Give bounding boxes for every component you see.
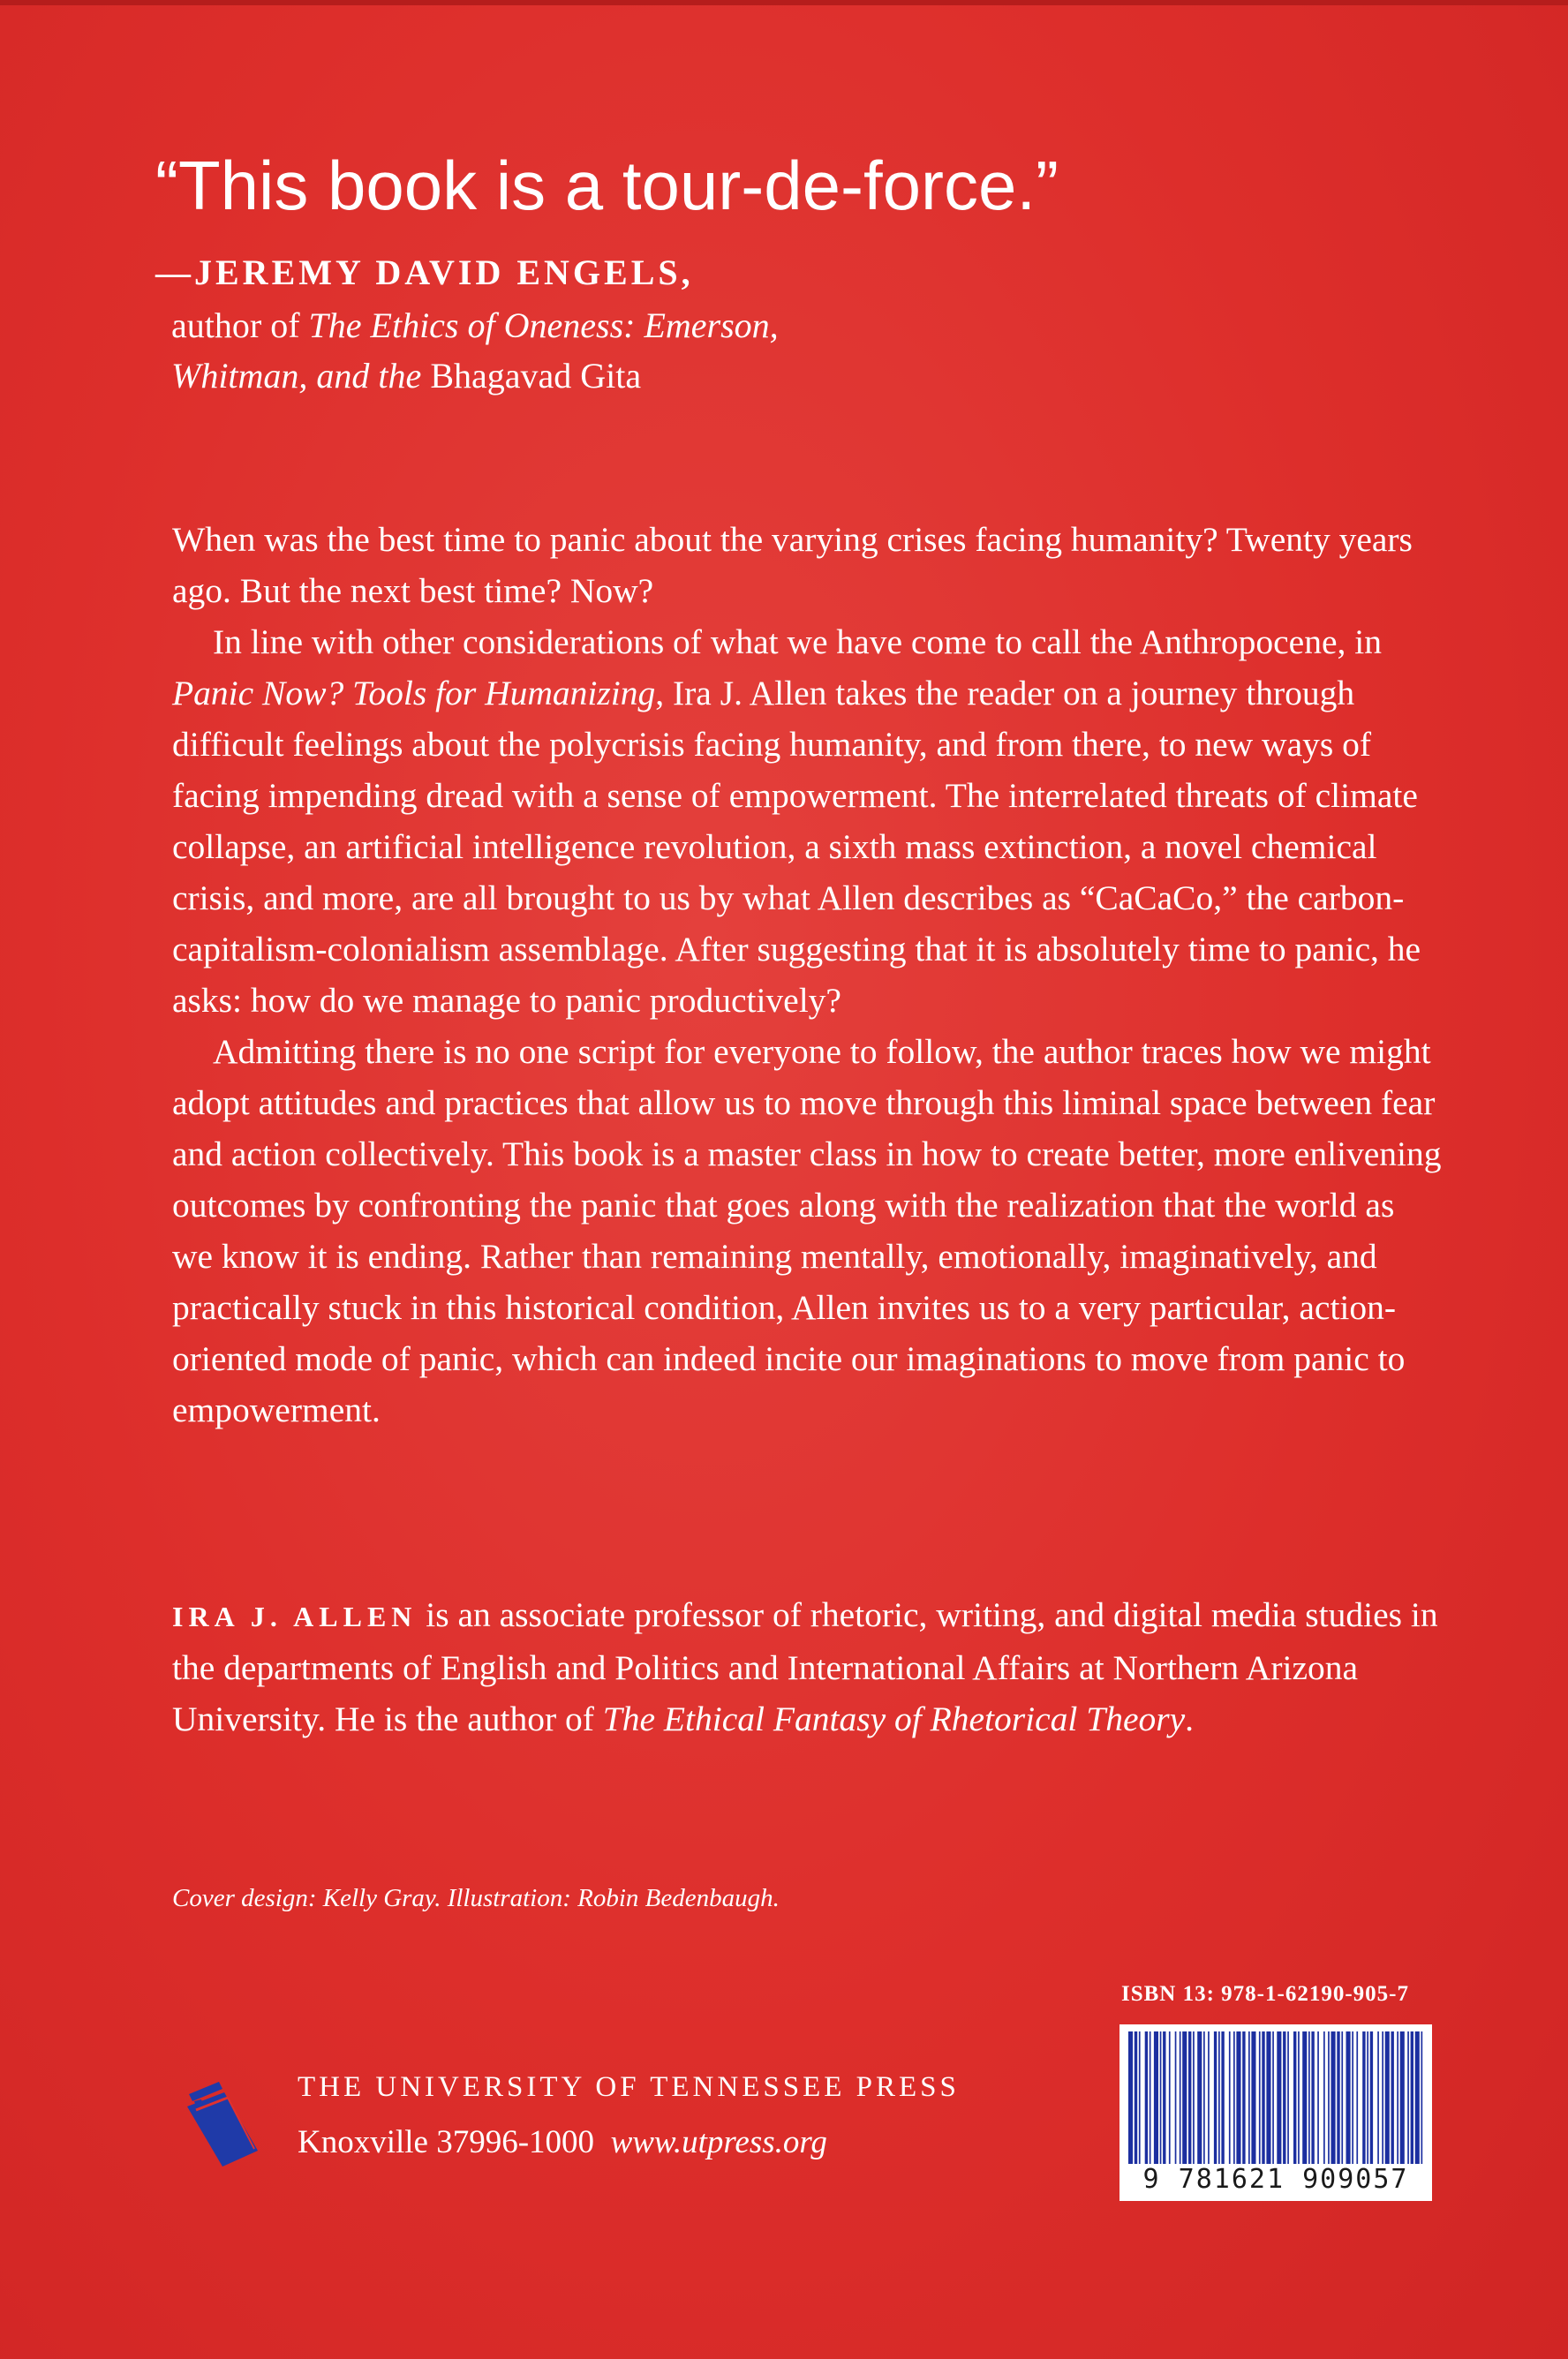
- barcode-bar: [1397, 2031, 1398, 2164]
- attribution-book-title-part-1: The Ethics of Oneness: Emerson,: [308, 305, 779, 345]
- barcode-bar: [1382, 2031, 1383, 2164]
- barcode-bar: [1208, 2031, 1210, 2164]
- barcode-bar: [1341, 2031, 1343, 2164]
- barcode-bar: [1154, 2031, 1158, 2164]
- pull-quote: “This book is a tour-de-force.”: [155, 147, 1059, 224]
- barcode-bar: [1287, 2031, 1289, 2164]
- barcode-digits: 9 781621 909057: [1142, 2164, 1409, 2195]
- barcode: [1119, 2024, 1432, 2201]
- barcode-bar: [1323, 2031, 1325, 2164]
- book-description: [172, 514, 1444, 1436]
- barcode-bar: [1128, 2031, 1133, 2164]
- barcode-bar: [1251, 2031, 1255, 2164]
- barcode-bar: [1259, 2031, 1261, 2164]
- barcode-bar: [1370, 2031, 1373, 2164]
- attribution-book-title-part-2: Whitman, and the: [171, 356, 431, 396]
- barcode-bar: [1203, 2031, 1205, 2164]
- cover-edge: [0, 0, 1568, 5]
- barcode-bar: [1182, 2031, 1187, 2164]
- barcode-bar: [1272, 2031, 1274, 2164]
- barcode-bar: [1188, 2031, 1191, 2164]
- bio-book-title: The Ethical Fantasy of Rhetorical Theory: [602, 1700, 1186, 1738]
- barcode-bar: [1193, 2031, 1195, 2164]
- barcode-bar: [1214, 2031, 1217, 2164]
- barcode-bar: [1411, 2031, 1413, 2164]
- barcode-bar: [1293, 2031, 1296, 2164]
- barcode-bar: [1139, 2031, 1141, 2164]
- barcode-bar: [1160, 2031, 1162, 2164]
- publisher-name: THE UNIVERSITY OF TENNESSEE PRESS: [298, 2071, 960, 2103]
- cover-credits: Cover design: Kelly Gray. Illustration: Robin Bedenbaugh.: [172, 1884, 780, 1912]
- author-bio: [172, 1589, 1444, 1745]
- barcode-bar: [1308, 2031, 1310, 2164]
- barcode-bar: [1337, 2031, 1339, 2164]
- description-paragraph-1: When was the best time to panic about the varying crises facing humanity? Twenty years ago. But the next best time? Now?: [172, 520, 1413, 610]
- barcode-bar: [1317, 2031, 1319, 2164]
- author-name: IRA J. ALLEN: [172, 1601, 418, 1632]
- attribution-prefix: author of: [171, 305, 309, 345]
- barcode-bar: [1248, 2031, 1250, 2164]
- barcode-bar: [1298, 2031, 1300, 2164]
- bio-text-end: .: [1185, 1700, 1195, 1738]
- barcode-bar: [1180, 2031, 1181, 2164]
- barcode-bar: [1367, 2031, 1368, 2164]
- barcode-bar: [1283, 2031, 1285, 2164]
- barcode-bar: [1385, 2031, 1390, 2164]
- barcode-bar: [1400, 2031, 1405, 2164]
- description-p2-end: , Ira J. Allen takes the reader on a journey through difficult feelings about the polycrisis facing humanity, and from there, to new ways of facing impending dread with a sense of empowerment. The interrelated threats of climate collapse, an artificial intelligence revolution, a sixth mass extinction, a novel chemical crisis, and more, are all brought to us by what Allen describes as “CaCaCo,” the carbon-capitalism-colonialism assemblage. After suggesting that it is absolutely time to panic, he asks: how do we manage to panic productively?: [172, 674, 1421, 1020]
- barcode-bar: [1391, 2031, 1394, 2164]
- barcode-bar: [1236, 2031, 1240, 2164]
- barcode-bar: [1229, 2031, 1231, 2164]
- barcode-bar: [1311, 2031, 1314, 2164]
- publisher-website: www.utpress.org: [610, 2124, 827, 2160]
- description-paragraph-2: [172, 616, 1444, 1026]
- quote-attribution-line-1: [171, 305, 779, 346]
- barcode-bar: [1356, 2031, 1358, 2164]
- barcode-bar: [1415, 2031, 1420, 2164]
- quote-attribution-line-2: [171, 355, 641, 396]
- barcode-bar: [1377, 2031, 1379, 2164]
- barcode-bar: [1407, 2031, 1409, 2164]
- barcode-bar: [1145, 2031, 1148, 2164]
- barcode-bar: [1262, 2031, 1264, 2164]
- barcode-bar: [1233, 2031, 1235, 2164]
- description-p2-start: In line with other considerations of what we have come to call the Anthropocene, in: [213, 622, 1382, 661]
- book-logo-icon: [184, 2075, 261, 2172]
- barcode-bar: [1346, 2031, 1351, 2164]
- barcode-bar: [1331, 2031, 1336, 2164]
- barcode-bar: [1277, 2031, 1281, 2164]
- barcode-bar: [1135, 2031, 1137, 2164]
- bio-text-start: is an associate professor of rhetoric, writing, and digital media studies in the departments of English and Politics and International Affairs at Northern Arizona University. He is the author of: [172, 1595, 1438, 1738]
- barcode-bars: [1119, 2024, 1432, 2166]
- barcode-bar: [1328, 2031, 1330, 2164]
- barcode-bar: [1421, 2031, 1423, 2164]
- barcode-bar: [1169, 2031, 1171, 2164]
- barcode-bar: [1352, 2031, 1353, 2164]
- publisher-address-line: [298, 2123, 827, 2161]
- barcode-bar: [1150, 2031, 1151, 2164]
- barcode-bar: [1266, 2031, 1270, 2164]
- description-book-title: Panic Now? Tools for Humanizing: [172, 674, 656, 712]
- publisher-address: Knoxville 37996-1000: [298, 2124, 595, 2160]
- barcode-bar: [1163, 2031, 1165, 2164]
- attribution-book-title-part-3: Bhagavad Gita: [430, 356, 642, 396]
- barcode-bar: [1242, 2031, 1245, 2164]
- barcode-bar: [1302, 2031, 1307, 2164]
- description-paragraph-3: Admitting there is no one script for everyone to follow, the author traces how we might adopt attitudes and practices that allow us to move through this liminal space between fear and action collectively. This book is a master class in how to create better, more enlivening outcomes by confronting the panic that goes along with the realization that the world as we know it is ending. Rather than remaining mentally, emotionally, imaginatively, and practically stuck in this historical condition, Allen invites us to a very particular, action-oriented mode of panic, which can indeed incite our imaginations to move from panic to empowerment.: [172, 1032, 1442, 1429]
- barcode-bar: [1218, 2031, 1220, 2164]
- barcode-bar: [1175, 2031, 1177, 2164]
- barcode-bar: [1362, 2031, 1365, 2164]
- barcode-bar: [1221, 2031, 1224, 2164]
- quote-attribution-name: —JEREMY DAVID ENGELS,: [155, 252, 694, 292]
- isbn-label: ISBN 13: 978-1-62190-905-7: [1121, 1982, 1409, 2006]
- barcode-bar: [1197, 2031, 1202, 2164]
